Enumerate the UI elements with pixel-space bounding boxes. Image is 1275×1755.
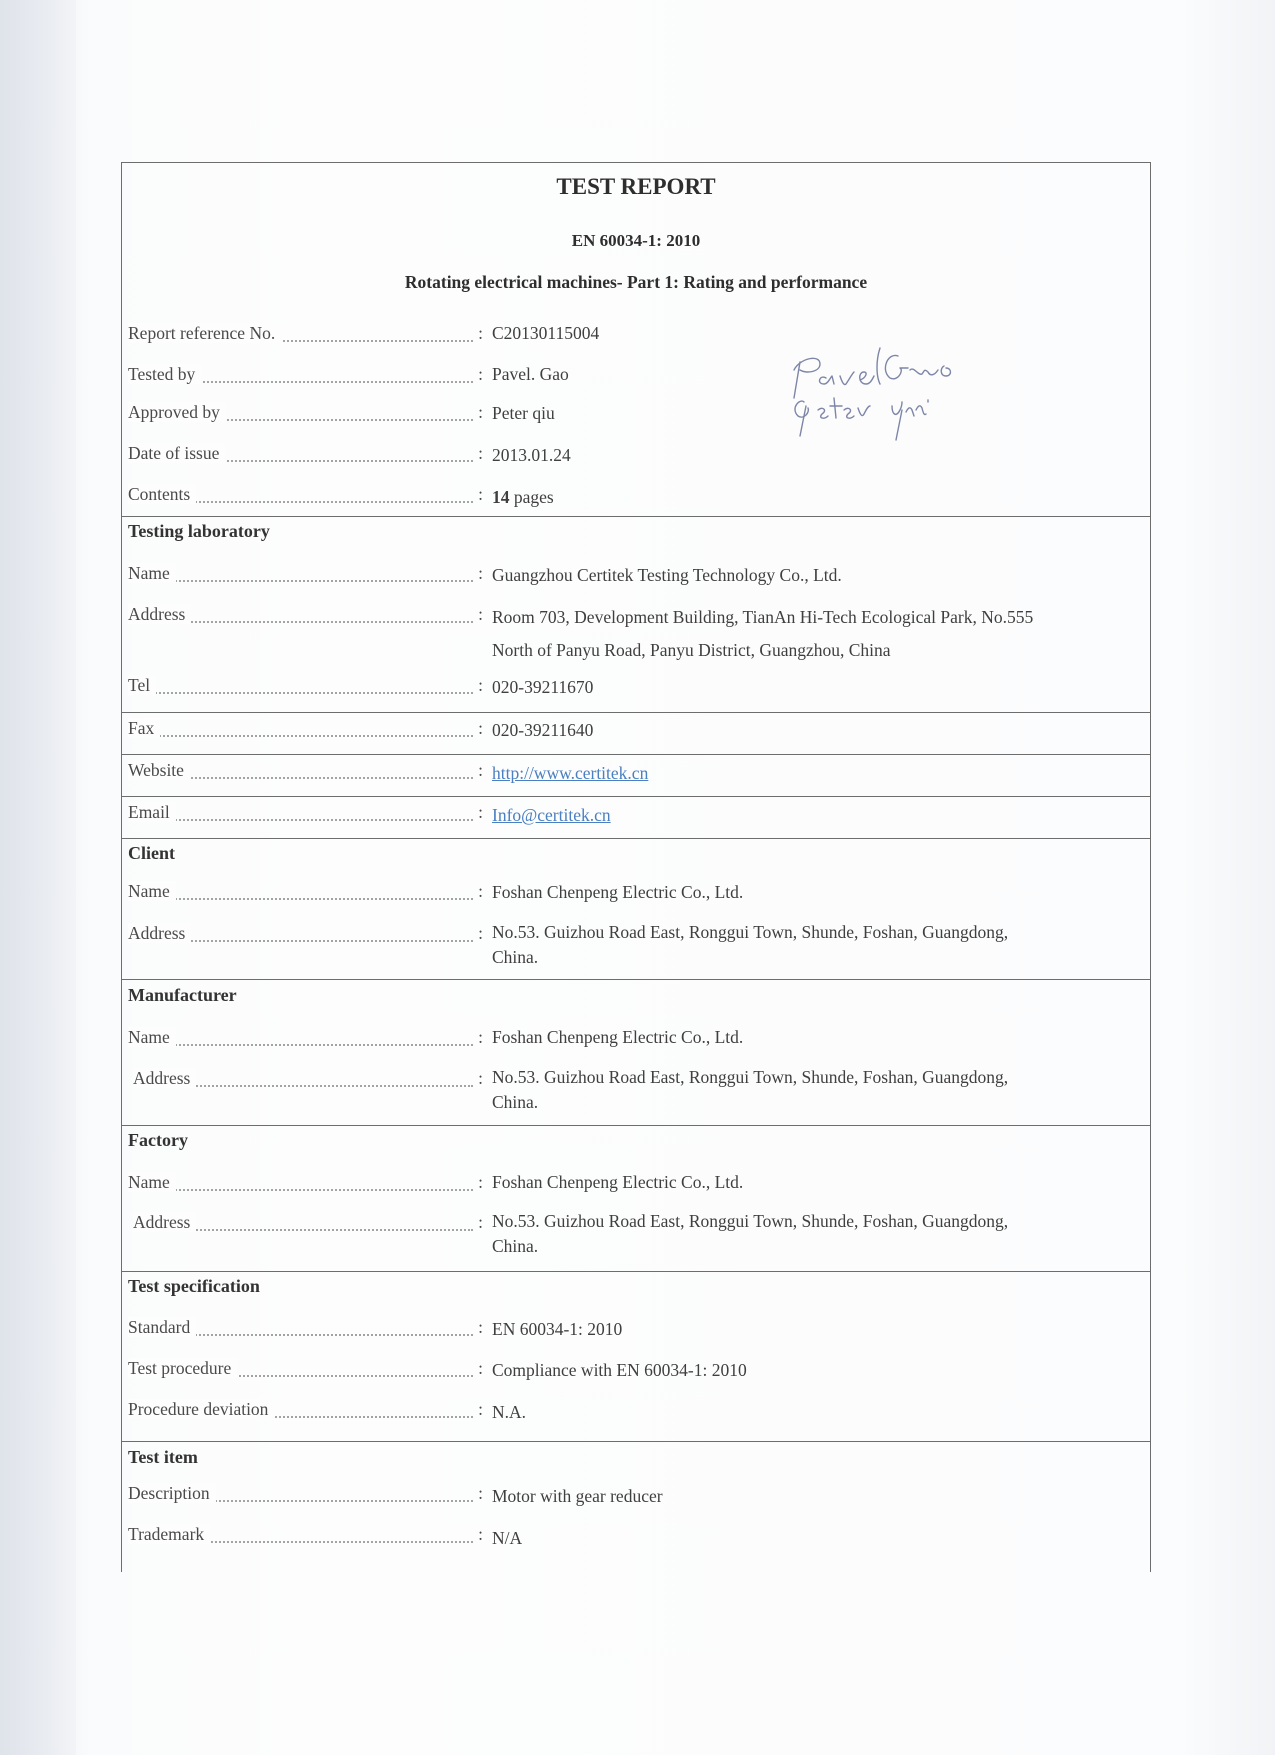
lab-tel-label: Tel : — [128, 675, 483, 695]
trademark-label: Trademark : — [128, 1524, 483, 1544]
report-reference-value: C20130115004 — [492, 323, 600, 343]
standard-label: Standard : — [128, 1317, 483, 1337]
lab-website-label: Website : — [128, 760, 483, 780]
manufacturer-address-line2: China. — [492, 1092, 539, 1112]
tested-by-label: Tested by : — [128, 364, 483, 384]
date-of-issue-label: Date of issue : — [128, 443, 483, 463]
lab-name-value: Guangzhou Certitek Testing Technology Co., Ltd. — [492, 565, 842, 585]
date-of-issue-value: 2013.01.24 — [492, 445, 571, 465]
client-address-line2: China. — [492, 947, 539, 967]
client-name-value: Foshan Chenpeng Electric Co., Ltd. — [492, 882, 744, 902]
tested-by-value: Pavel. Gao — [492, 364, 569, 384]
description-label: Description : — [128, 1483, 483, 1503]
client-heading: Client — [128, 843, 175, 863]
client-address-line1: No.53. Guizhou Road East, Ronggui Town, Shunde, Foshan, Guangdong, — [492, 922, 1009, 942]
lab-website-link[interactable]: http://www.certitek.cn — [492, 763, 649, 783]
client-address-value — [492, 920, 1142, 970]
factory-address-line2: China. — [492, 1236, 539, 1256]
report-title: TEST REPORT — [556, 174, 716, 199]
lab-address-line1: Room 703, Development Building, TianAn Hi-Tech Ecological Park, No.555 — [492, 607, 1034, 627]
contents-value — [492, 485, 1142, 510]
standard-value: EN 60034-1: 2010 — [492, 1319, 623, 1339]
scan-shadow-strip — [0, 0, 76, 1755]
factory-address-label: Address : — [133, 1212, 483, 1232]
approved-by-label: Approved by : — [128, 402, 483, 422]
factory-heading: Factory — [128, 1130, 188, 1150]
lab-address-value — [492, 600, 1142, 665]
divider — [122, 1125, 1150, 1126]
report-subtitle: Rotating electrical machines- Part 1: Rating and performance — [404, 272, 868, 292]
contents-unit: pages — [513, 487, 554, 507]
divider — [122, 838, 1150, 839]
report-standard: EN 60034-1: 2010 — [571, 231, 701, 250]
divider — [122, 754, 1150, 755]
manufacturer-address-value — [492, 1065, 1142, 1115]
test-procedure-label: Test procedure : — [128, 1358, 483, 1378]
divider — [122, 796, 1150, 797]
manufacturer-heading: Manufacturer — [128, 985, 237, 1005]
test-specification-heading: Test specification — [128, 1276, 260, 1296]
test-item-heading: Test item — [128, 1447, 198, 1467]
factory-name-value: Foshan Chenpeng Electric Co., Ltd. — [492, 1172, 744, 1192]
lab-name-label: Name : — [128, 563, 483, 583]
client-address-label: Address : — [128, 923, 483, 943]
handwritten-signature — [780, 340, 1000, 450]
contents-label: Contents : — [128, 484, 483, 504]
client-name-label: Name : — [128, 881, 483, 901]
divider — [122, 516, 1150, 517]
test-procedure-value: Compliance with EN 60034-1: 2010 — [492, 1360, 747, 1380]
lab-fax-label: Fax : — [128, 718, 483, 738]
testing-laboratory-heading: Testing laboratory — [128, 521, 270, 541]
manufacturer-name-value: Foshan Chenpeng Electric Co., Ltd. — [492, 1027, 744, 1047]
lab-address-label: Address : — [128, 604, 483, 624]
divider — [122, 979, 1150, 980]
description-value: Motor with gear reducer — [492, 1486, 663, 1506]
approved-by-value: Peter qiu — [492, 403, 555, 423]
divider — [122, 712, 1150, 713]
trademark-value: N/A — [492, 1528, 523, 1548]
manufacturer-address-line1: No.53. Guizhou Road East, Ronggui Town, Shunde, Foshan, Guangdong, — [492, 1067, 1009, 1087]
lab-address-line2: North of Panyu Road, Panyu District, Guangzhou, China — [492, 640, 891, 660]
factory-name-label: Name : — [128, 1172, 483, 1192]
lab-tel-value: 020-39211670 — [492, 677, 594, 697]
contents-count: 14 — [492, 487, 510, 507]
procedure-deviation-value: N.A. — [492, 1402, 527, 1422]
manufacturer-name-label: Name : — [128, 1027, 483, 1047]
divider — [122, 1441, 1150, 1442]
divider — [122, 1271, 1150, 1272]
manufacturer-address-label: Address : — [133, 1068, 483, 1088]
lab-fax-value: 020-39211640 — [492, 720, 594, 740]
report-reference-label: Report reference No. : — [128, 323, 483, 343]
lab-email-link[interactable]: Info@certitek.cn — [492, 805, 611, 825]
lab-email-label: Email : — [128, 802, 483, 822]
procedure-deviation-label: Procedure deviation : — [128, 1399, 483, 1419]
factory-address-value — [492, 1209, 1142, 1259]
factory-address-line1: No.53. Guizhou Road East, Ronggui Town, Shunde, Foshan, Guangdong, — [492, 1211, 1009, 1231]
